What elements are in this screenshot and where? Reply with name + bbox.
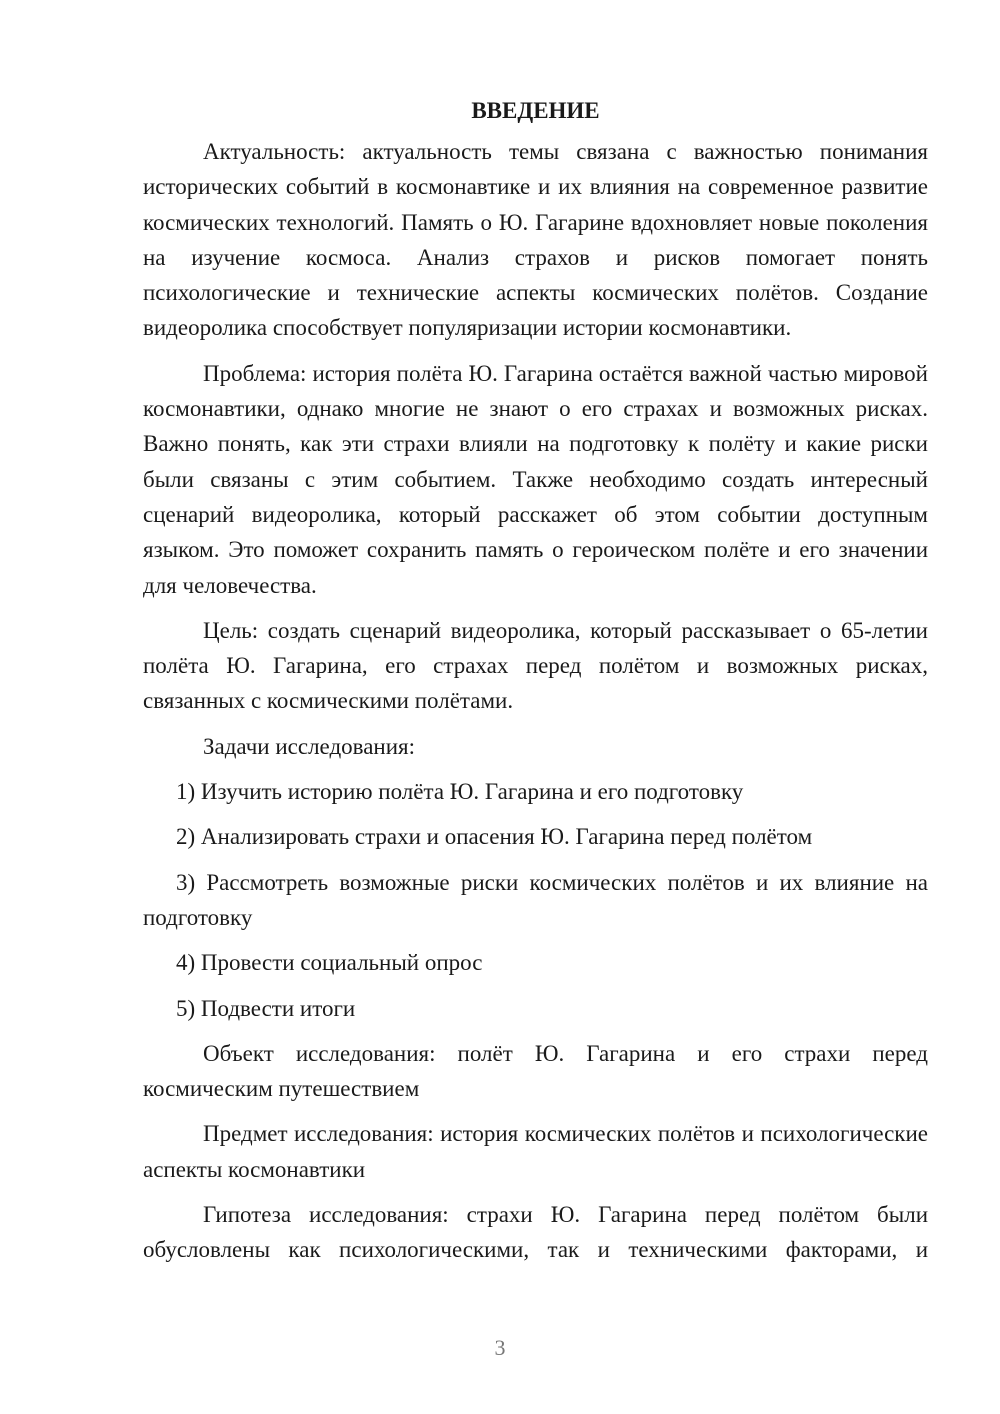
task-item-1: 1) Изучить историю полёта Ю. Гагарина и его подготовку: [176, 779, 744, 805]
page-title: ВВЕДЕНИЕ: [471, 98, 600, 123]
subject-paragraph: Предмет исследования: история космических полётов и психологические аспекты космонавтики: [143, 1121, 928, 1182]
goal-paragraph: Цель: создать сценарий видеоролика, который рассказывает о 65-летии полёта Ю. Гагарина, его страхах перед полётом и возможных рисках, связанных с космическими полётами.: [143, 617, 928, 714]
object-paragraph: Объект исследования: полёт Ю. Гагарина и его страхи перед космическим путешествием: [143, 1040, 928, 1102]
page-content: [143, 93, 928, 1278]
hypothesis-paragraph: Гипотеза исследования: страхи Ю. Гагарина перед полётом были обусловлены как психологическими, так и техническими факторами, и: [143, 1202, 928, 1263]
page-number: 3: [494, 1335, 506, 1360]
relevance-paragraph: Актуальность: актуальность темы связана с важностью понимания исторических событий в космонавтике и их влияния на современное развитие космических технологий. Память о Ю. Гагарине вдохновляет новые поколения на изучение космоса. Анализ страхов и рисков помогает понять психологические и технические аспекты космических полётов. Создание видеоролика способствует популяризации истории космонавтики.: [143, 139, 928, 341]
task-item-3: 3) Рассмотреть возможные риски космических полётов и их влияние на подготовку: [143, 869, 928, 930]
tasks-heading: Задачи исследования:: [203, 733, 416, 759]
task-item-5: 5) Подвести итоги: [176, 995, 356, 1021]
task-item-4: 4) Провести социальный опрос: [176, 950, 483, 976]
task-item-2: 2) Анализировать страхи и опасения Ю. Гагарина перед полётом: [176, 824, 813, 850]
problem-paragraph: Проблема: история полёта Ю. Гагарина остаётся важной частью мировой космонавтики, однако многие не знают о его страхах и возможных рисках. Важно понять, как эти страхи влияли на подготовку к полёту и какие риски были связаны с этим событием. Также необходимо создать интересный сценарий видеоролика, который расскажет об этом событии доступным языком. Это поможет сохранить память о героическом полёте и его значении для человечества.: [143, 360, 928, 598]
